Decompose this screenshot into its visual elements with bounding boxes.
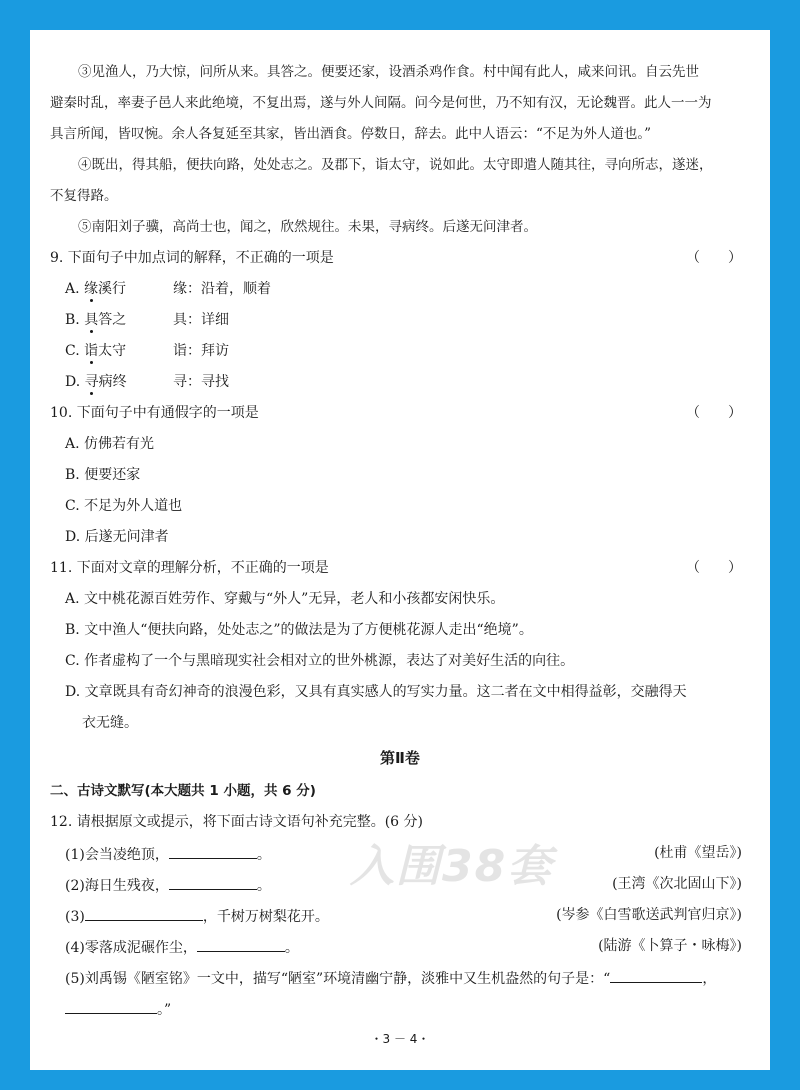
answer-blank[interactable] <box>85 905 203 921</box>
q10-option-a[interactable]: A. 仿佛若有光 <box>65 436 155 452</box>
q10-option-b[interactable]: B. 便要还家 <box>65 467 141 483</box>
q9-option-a[interactable]: A. 缘溪行 缘：沿着，顺着 <box>65 281 271 297</box>
question-9-stem: 9. 下面句子中加点词的解释，不正确的一项是 <box>50 250 334 266</box>
question-12-stem: 12. 请根据原文或提示，将下面古诗文语句补充完整。(6 分) <box>50 814 423 830</box>
dotted-word: 缘 <box>84 281 99 297</box>
q9-option-d[interactable]: D. 寻病终 寻：寻找 <box>65 374 229 390</box>
source-citation: (杜甫《望岳》) <box>654 845 742 861</box>
answer-blank[interactable] <box>169 843 257 859</box>
passage-p3-line1: ③见渔人，乃大惊，问所从来。具答之。便要还家，设酒杀鸡作食。村中闻有此人，咸来问讯。自云先世 <box>78 64 699 80</box>
q12-item-2: (2)海日生残夜， 。 (王湾《次北固山下》) <box>65 876 742 894</box>
q10-option-c[interactable]: C. 不足为外人道也 <box>65 498 183 514</box>
q11-option-c[interactable]: C. 作者虚构了一个与黑暗现实社会相对立的世外桃源，表达了对美好生活的向往。 <box>65 653 575 669</box>
source-citation: (陆游《卜算子・咏梅》) <box>598 938 742 954</box>
question-11-stem: 11. 下面对文章的理解分析，不正确的一项是 <box>50 560 329 576</box>
source-citation: (王湾《次北固山下》) <box>612 876 742 892</box>
watermark: 入围38套 <box>350 841 554 892</box>
answer-paren[interactable]: （ ） <box>686 405 742 421</box>
q11-option-b[interactable]: B. 文中渔人“便扶向路，处处志之”的做法是为了方便桃花源人走出“绝境”。 <box>65 622 533 638</box>
passage-p4-line1: ④既出，得其船，便扶向路，处处志之。及郡下，诣太守，说如此。太守即遣人随其往，寻向所志，遂迷， <box>78 157 713 173</box>
q12-item-1: (1)会当凌绝顶， 。 (杜甫《望岳》) <box>65 845 742 863</box>
answer-blank[interactable] <box>610 967 702 983</box>
answer-paren[interactable]: （ ） <box>686 250 742 266</box>
answer-blank[interactable] <box>169 874 257 890</box>
page-number: ・3 － 4・ <box>370 1032 430 1046</box>
passage-p4-line2: 不复得路。 <box>50 188 118 204</box>
gloss: 具：详细 <box>173 312 229 328</box>
dotted-word: 诣 <box>84 343 99 359</box>
q12-item-4: (4)零落成泥碾作尘， 。 (陆游《卜算子・咏梅》) <box>65 938 742 956</box>
passage-p5-line1: ⑤南阳刘子骥，高尚士也，闻之，欣然规往。未果，寻病终。后遂无问津者。 <box>78 219 537 235</box>
exam-page <box>30 30 770 1070</box>
gloss: 诣：拜访 <box>173 343 229 359</box>
q9-option-c[interactable]: C. 诣太守 诣：拜访 <box>65 343 229 359</box>
dotted-word: 寻 <box>84 374 99 390</box>
q9-option-b[interactable]: B. 具答之 具：详细 <box>65 312 229 328</box>
q12-item-5: (5)刘禹锡《陋室铭》一文中，描写“陋室”环境清幽宁静，淡雅中又生机盎然的句子是：“ ， <box>65 967 770 989</box>
answer-blank[interactable] <box>197 936 285 952</box>
dotted-word: 具 <box>84 312 99 328</box>
question-11 <box>50 558 770 578</box>
question-10-stem: 10. 下面句子中有通假字的一项是 <box>50 405 259 421</box>
q10-option-d[interactable]: D. 后遂无问津者 <box>65 529 169 545</box>
answer-blank[interactable] <box>65 998 157 1014</box>
source-citation: (岑参《白雪歌送武判官归京》) <box>556 907 742 923</box>
q11-option-d-cont: 衣无缝。 <box>82 715 138 731</box>
section-heading: 二、古诗文默写(本大题共 1 小题，共 6 分) <box>50 783 316 799</box>
passage-p3-line2: 避秦时乱，率妻子邑人来此绝境，不复出焉，遂与外人间隔。问今是何世，乃不知有汉，无论魏晋。此人一一为 <box>50 95 712 111</box>
section-title: 第Ⅱ卷 <box>380 749 420 767</box>
answer-paren[interactable]: （ ） <box>686 560 742 576</box>
question-10 <box>50 403 770 423</box>
q12-item-5-cont: 。” <box>65 998 770 1020</box>
q11-option-a[interactable]: A. 文中桃花源百姓劳作、穿戴与“外人”无异，老人和小孩都安闲快乐。 <box>65 591 505 607</box>
q12-item-3: (3) ，千树万树梨花开。 (岑参《白雪歌送武判官归京》) <box>65 907 742 925</box>
gloss: 缘：沿着，顺着 <box>173 281 271 297</box>
q11-option-d[interactable]: D. 文章既具有奇幻神奇的浪漫色彩，又具有真实感人的写实力量。这二者在文中相得益彰，交融得天 <box>65 684 687 700</box>
passage-p3-line3: 具言所闻，皆叹惋。余人各复延至其家，皆出酒食。停数日，辞去。此中人语云：“不足为外人道也。” <box>50 126 652 142</box>
gloss: 寻：寻找 <box>173 374 229 390</box>
question-9 <box>50 248 770 268</box>
